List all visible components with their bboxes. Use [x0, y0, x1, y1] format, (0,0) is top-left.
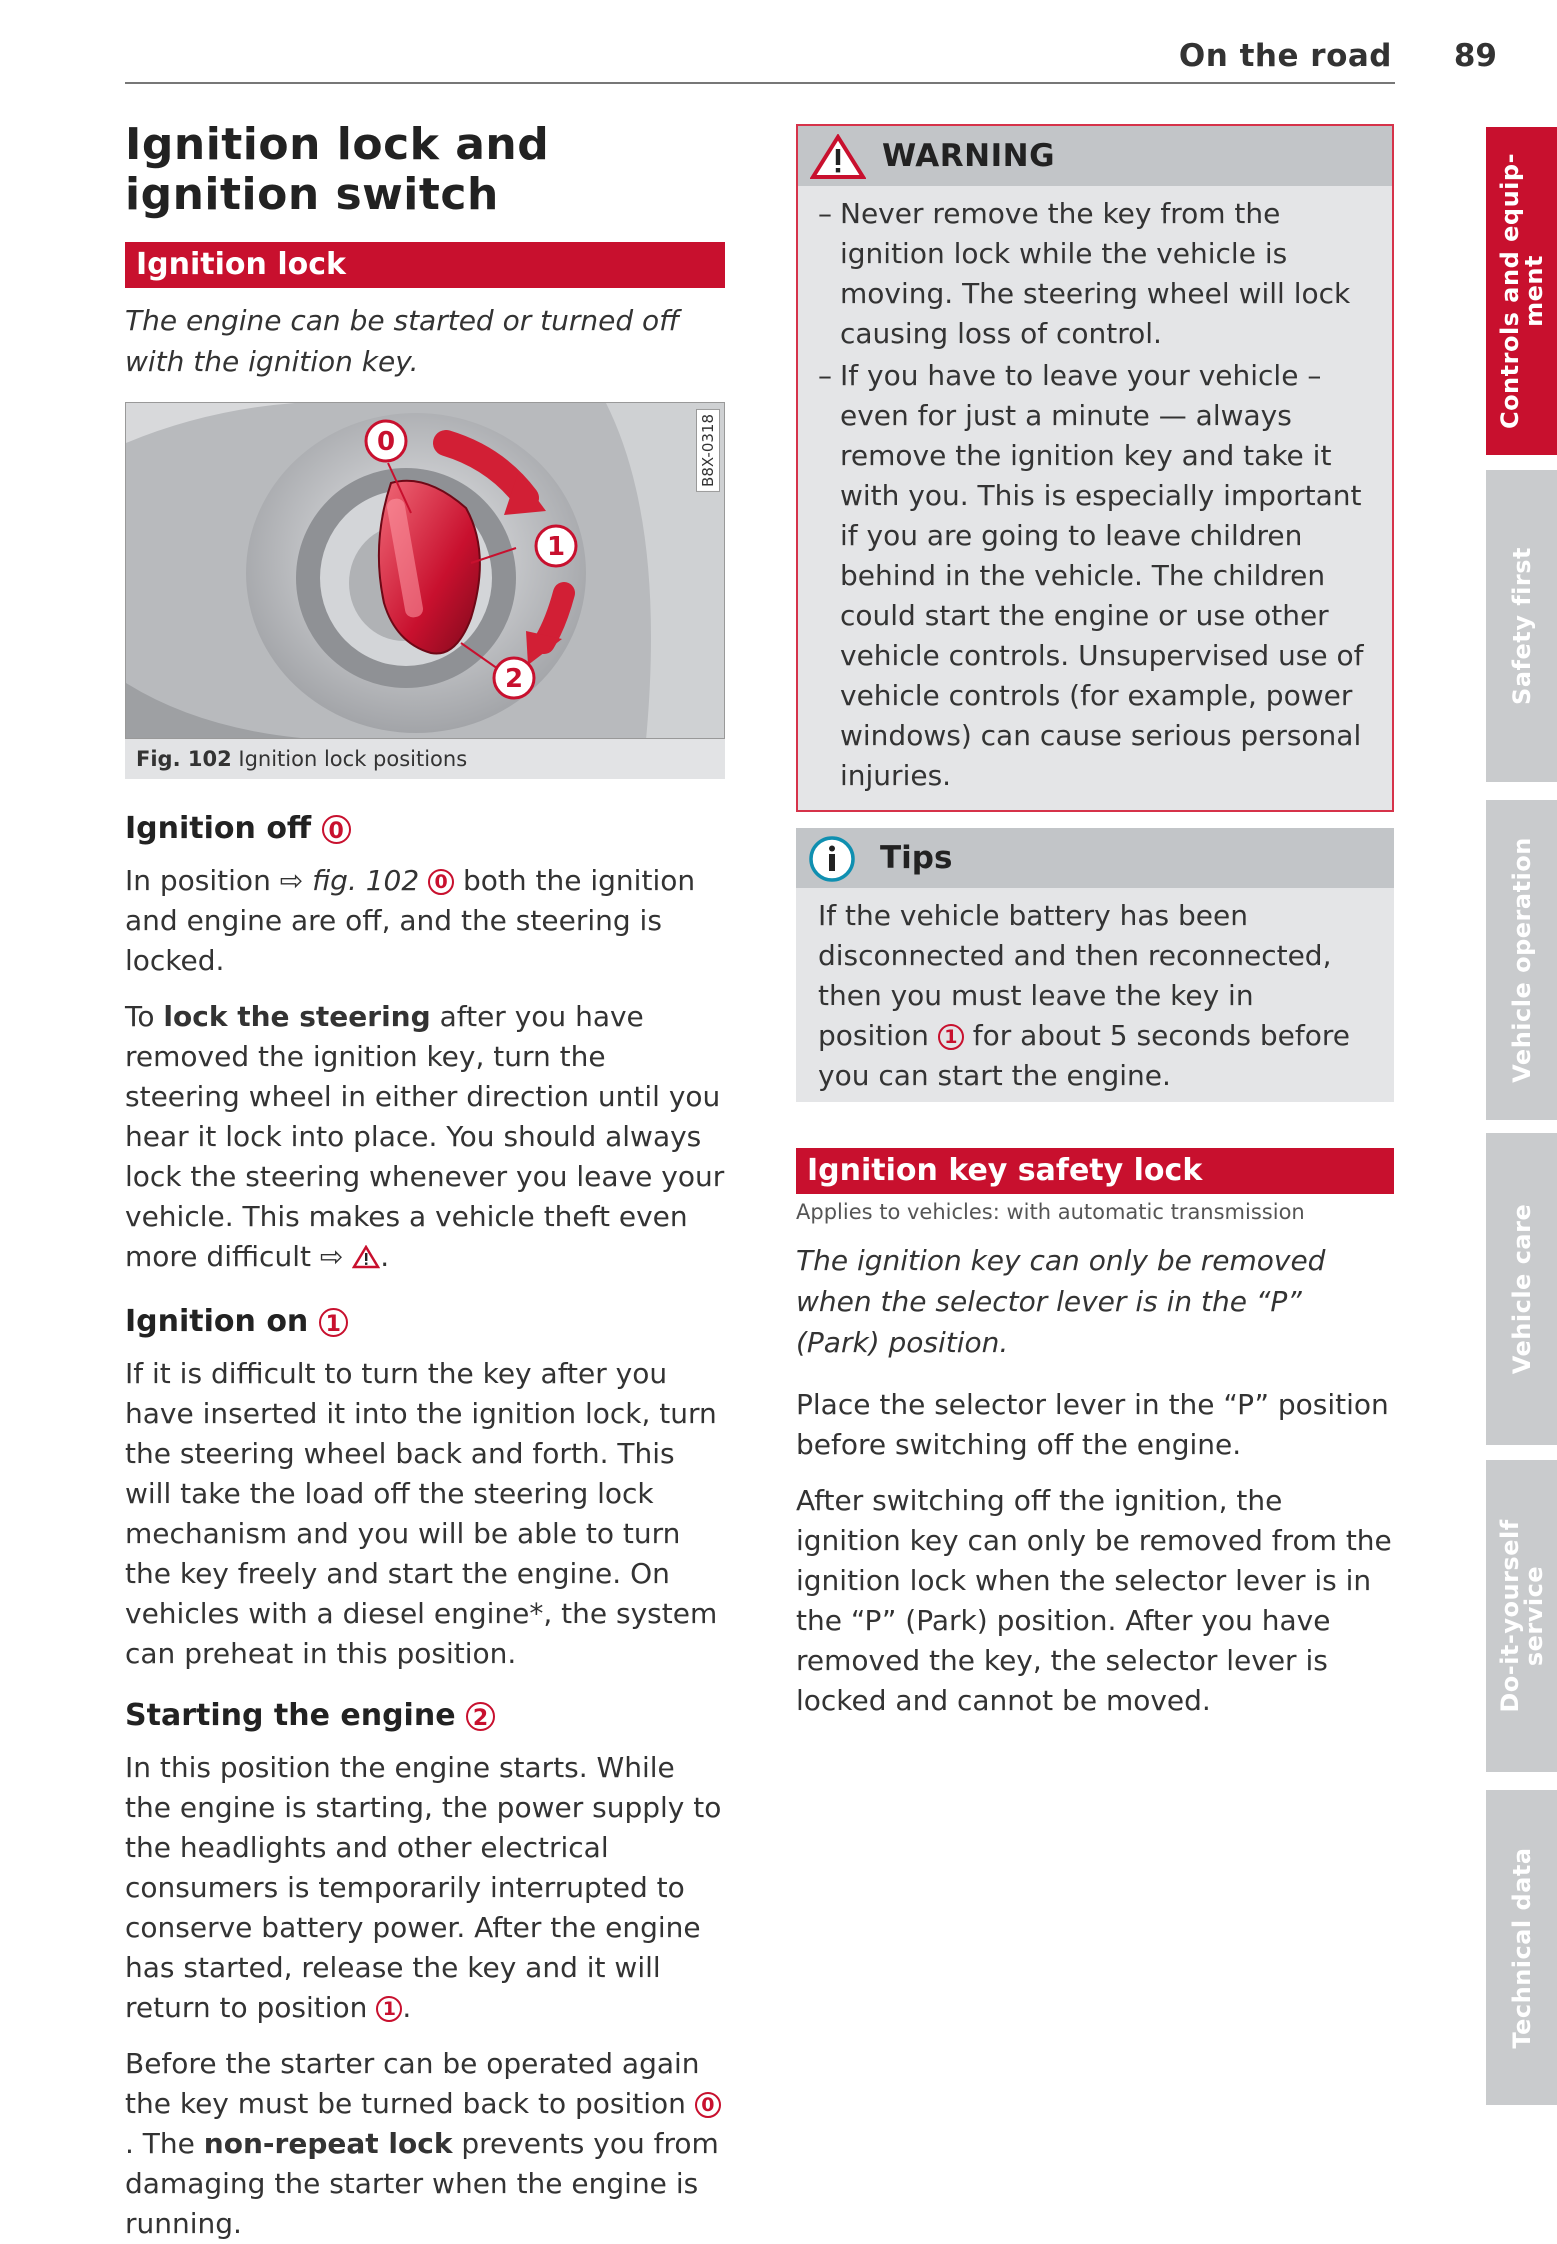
tips-header [796, 828, 1394, 888]
position-2-marker: 2 [466, 1702, 495, 1731]
right-column [796, 124, 1394, 1721]
warning-triangle-icon [810, 134, 866, 184]
tips-box [796, 828, 1394, 1102]
ignition-off-paragraph-1: In position ⇨ fig. 102 0 both the ignition and engine are off, and the steering is locked. [125, 864, 696, 977]
warning-item: – If you have to leave your vehicle – even for just a minute — always remove the ignition key and take it with you. This is especially important if you are going to leave children behind in the vehicle. The children could start the engine or use other vehicle controls. Unsupervised use of vehicle controls (for example, power windows) can cause serious personal injuries. [818, 356, 1372, 796]
tab-do-it-yourself-service[interactable]: Do-it-yourself service [1486, 1460, 1557, 1772]
position-0-marker: 0 [322, 815, 351, 844]
ignition-on-paragraph: If it is difficult to turn the key after you have inserted it into the ignition lock, turn the steering wheel back and forth. This will take the load off the steering lock mechanism and you will be able to turn the key freely and start the engine. On vehicles with a diesel engine*, the system can preheat in this position. [125, 1357, 718, 1670]
position-0-marker: 0 [695, 2092, 721, 2118]
warning-title: WARNING [882, 138, 1056, 174]
section-heading-safety-lock: Ignition key safety lock [796, 1148, 1394, 1194]
position-1-marker: 1 [938, 1024, 964, 1050]
safety-lock-paragraph-2: After switching off the ignition, the ignition key can only be removed from the ignition lock when the selector lever is in the “P” (Park) position. After you have removed the key, the selector lever is locked and cannot be moved. [796, 1484, 1392, 1717]
running-header-section: On the road [1178, 38, 1392, 74]
figure-caption [125, 739, 725, 779]
left-column [125, 120, 725, 2244]
tips-body: If the vehicle battery has been disconnected and then reconnected, then you must leave the key in position 1 for about 5 seconds before you can start the engine. [818, 899, 1350, 1092]
figure-caption-label: Fig. 102 [136, 747, 232, 771]
page-title: Ignition lock and ignition switch [125, 119, 550, 220]
ignition-lock-drawing [126, 403, 725, 739]
tab-controls-and-equipment[interactable]: Controls and equip- ment [1486, 127, 1557, 455]
heading-starting-engine: Starting the engine 2 [125, 1696, 725, 1736]
figure-102 [125, 402, 725, 779]
ignition-off-paragraph-2: To lock the steering after you have removed the ignition key, turn the steering wheel in either direction until you hear it lock into place. You should always lock the steering whenever you leave your vehicle. This makes a vehicle theft even more difficult ⇨ . [125, 997, 725, 1280]
figure-reference: fig. 102 [312, 864, 420, 897]
warning-triangle-icon [352, 1240, 380, 1280]
section-lead: The engine can be started or turned off with the ignition key. [125, 304, 680, 378]
info-icon [808, 835, 856, 887]
warning-header [798, 126, 1392, 186]
starting-paragraph-1: In this position the engine starts. While the engine is starting, the power supply to the headlights and other electrical consumers is temporarily interrupted to conserve battery power. After the engine has started, release the key and it will return to position 1 . [125, 1751, 722, 2024]
safety-lock-lead: The ignition key can only be removed when the selector lever is in the “P” (Park) position. [796, 1244, 1326, 1359]
applies-to-note: Applies to vehicles: with automatic transmission [796, 1200, 1305, 1224]
page-number: 89 [1453, 38, 1497, 74]
callout-2 [494, 658, 534, 698]
starting-paragraph-2: Before the starter can be operated again the key must be turned back to position 0. The non-repeat lock prevents you from damaging the starter when the engine is running. [125, 2044, 725, 2244]
svg-text:0: 0 [376, 427, 396, 457]
figure-id: B8X-0318 [696, 409, 720, 492]
svg-text:2: 2 [504, 664, 524, 694]
tab-vehicle-operation[interactable]: Vehicle operation [1486, 800, 1557, 1120]
tab-vehicle-care[interactable]: Vehicle care [1486, 1133, 1557, 1445]
position-1-marker: 1 [376, 1996, 402, 2022]
tab-technical-data[interactable]: Technical data [1486, 1790, 1557, 2105]
section-heading-ignition-lock: Ignition lock [125, 242, 725, 288]
heading-ignition-off: Ignition off 0 [125, 809, 725, 849]
safety-lock-paragraph-1: Place the selector lever in the “P” position before switching off the engine. [796, 1388, 1389, 1461]
ignition-lock-illustration [125, 402, 725, 739]
position-0-marker: 0 [428, 869, 454, 895]
tips-title: Tips [880, 840, 953, 876]
callout-0 [366, 421, 406, 461]
callout-1 [536, 526, 576, 566]
warning-item: – Never remove the key from the ignition lock while the vehicle is moving. The steering wheel will lock causing loss of control. [818, 194, 1372, 354]
warning-body [798, 186, 1392, 810]
svg-text:1: 1 [546, 532, 566, 562]
position-1-marker: 1 [319, 1308, 348, 1337]
tab-safety-first[interactable]: Safety first [1486, 470, 1557, 782]
figure-caption-text: Ignition lock positions [238, 747, 468, 771]
header-rule [125, 82, 1395, 84]
warning-box [796, 124, 1394, 812]
heading-ignition-on: Ignition on 1 [125, 1302, 725, 1342]
